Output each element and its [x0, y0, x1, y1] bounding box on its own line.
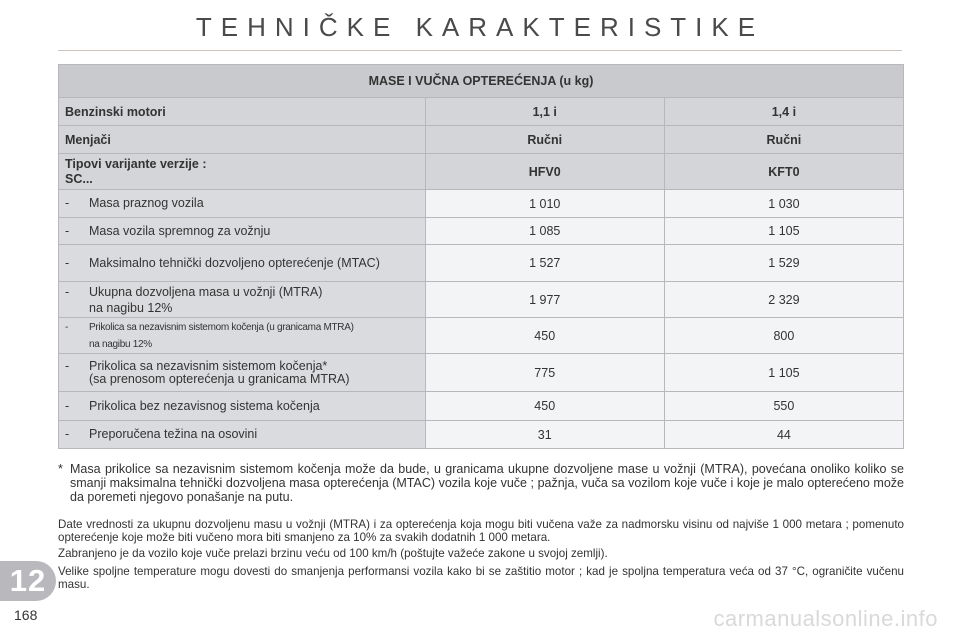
footnote-marker: *: [58, 462, 63, 476]
table-row: [59, 392, 904, 421]
row-label: Prikolica bez nezavisnog sistema kočenja: [89, 398, 320, 413]
row-value-2: 1 529: [664, 245, 903, 282]
footnote: [58, 462, 904, 504]
row-value-1: 1 977: [425, 282, 664, 318]
gearbox-1: Ručni: [425, 126, 664, 154]
row-label-line1: Prikolica sa nezavisnim sistemom kočenja*: [89, 358, 328, 373]
row-label: Masa praznog vozila: [89, 196, 204, 210]
row-label-line1: Prikolica sa nezavisnim sistemom kočenja (u granicama MTRA): [89, 321, 354, 333]
table-row: [59, 190, 904, 218]
table-row: [59, 354, 904, 392]
page-title: TEHNIČKE KARAKTERISTIKE: [195, 12, 765, 42]
row-label: Masa vozila spremnog za vožnju: [89, 223, 271, 238]
page-number: 168: [14, 607, 38, 623]
row-label-line2: na nagibu 12%: [89, 338, 152, 350]
title-divider: [58, 50, 902, 51]
gearbox-2: Ručni: [664, 126, 903, 154]
engine-1: 1,1 i: [425, 98, 664, 126]
row-value-2: 1 105: [664, 218, 903, 245]
row-label-line2: na nagibu 12%: [89, 300, 173, 315]
table-header: MASE I VUČNA OPTEREĆENJA (u kg): [59, 65, 904, 98]
gearbox-label: Menjači: [59, 126, 426, 154]
table-row: [59, 245, 904, 282]
variant-1: HFV0: [425, 154, 664, 190]
row-value-1: 450: [425, 392, 664, 421]
engines-label: Benzinski motori: [59, 98, 426, 126]
variant-label: [59, 154, 426, 190]
row-value-2: 1 105: [664, 354, 903, 392]
row-dash: -: [65, 427, 70, 441]
row-label-line2: (sa prenosom opterećenja u granicama MTRA): [89, 371, 350, 386]
watermark: carmanualsonline.info: [713, 606, 938, 631]
paragraph-speed-limit: Zabranjeno je da vozilo koje vuče prelazi brzinu veću od 100 km/h (poštujte važeće zakone u svojoj zemlji).: [58, 547, 608, 560]
engine-2: 1,4 i: [664, 98, 903, 126]
table-header-row: [59, 65, 904, 98]
engines-row: [59, 98, 904, 126]
table-row: [59, 282, 904, 318]
row-dash: -: [65, 255, 70, 270]
row-value-2: 2 329: [664, 282, 903, 318]
mass-table: [58, 64, 904, 449]
variant-row: [59, 154, 904, 190]
paragraph-altitude: Date vrednosti za ukupnu dozvoljenu masu u vožnji (MTRA) i za opterećenja koja mogu biti vučena važe za nadmorsku visinu od najviše 1 000 metara ; pomenuto opterećenje koje može biti vučeno mora biti smanjeno za 10% za svakih dodatnih 1 000 metara.: [58, 518, 904, 544]
table-row: [59, 421, 904, 449]
footnote-text: Masa prikolice sa nezavisnim sistemom kočenja može da bude, u granicama ukupne dozvoljene mase u vožnji (MTRA), povećana onoliko koliko se smanji maksimalna tehnički dozvoljena masa opterećenja (MTAC) vozila koje vuče ; pažnja, vuča sa vozilom koje vuče i koje je malo opterećeno može da poremeti njegovo ponašanje na putu.: [70, 462, 904, 504]
chapter-tab: 12: [0, 561, 56, 601]
row-value-1: 1 085: [425, 218, 664, 245]
row-dash: -: [65, 223, 70, 238]
row-label: Preporučena težina na osovini: [89, 427, 258, 441]
row-value-2: 550: [664, 392, 903, 421]
row-value-2: 1 030: [664, 190, 903, 218]
row-value-1: 775: [425, 354, 664, 392]
row-dash: -: [65, 321, 69, 333]
row-dash: -: [65, 358, 70, 373]
variant-label-line2: SC...: [65, 171, 93, 186]
gearbox-row: [59, 126, 904, 154]
row-value-1: 450: [425, 318, 664, 354]
paragraph-temperature: Velike spoljne temperature mogu dovesti do smanjenja performansi vozila kako bi se zaštitio motor ; kad je spoljna temperatura veća od 37 °C, ograničite vučenu masu.: [58, 565, 904, 591]
variant-label-line1: Tipovi varijante verzije :: [65, 156, 207, 171]
table-row: [59, 318, 904, 354]
variant-2: KFT0: [664, 154, 903, 190]
row-value-1: 1 010: [425, 190, 664, 218]
row-value-1: 31: [425, 421, 664, 449]
row-value-1: 1 527: [425, 245, 664, 282]
row-dash: -: [65, 398, 70, 413]
table-row: [59, 218, 904, 245]
row-dash: -: [65, 196, 70, 210]
row-label: Maksimalno tehnički dozvoljeno opterećenje (MTAC): [89, 255, 380, 270]
row-value-2: 44: [664, 421, 903, 449]
row-label-line1: Ukupna dozvoljena masa u vožnji (MTRA): [89, 284, 323, 299]
row-value-2: 800: [664, 318, 903, 354]
row-dash: -: [65, 284, 70, 299]
